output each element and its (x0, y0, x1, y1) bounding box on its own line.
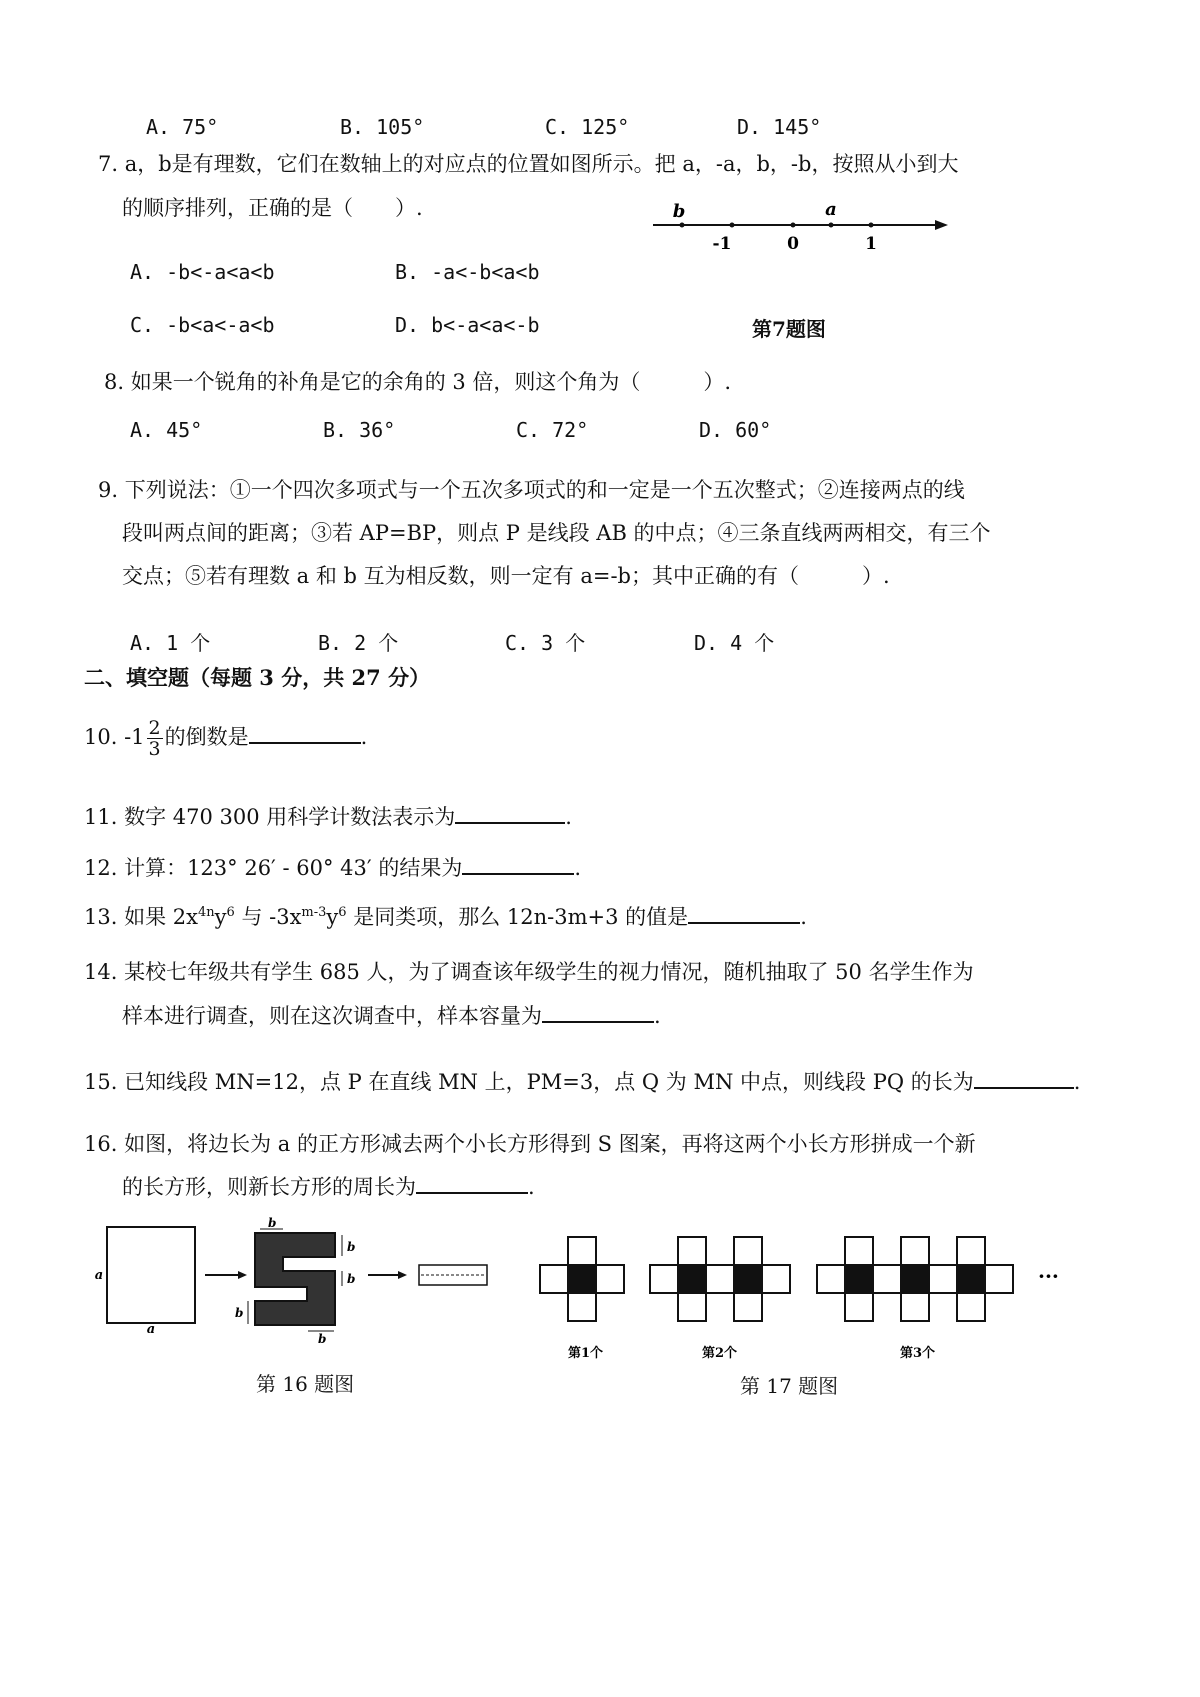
q10-end: . (360, 725, 368, 749)
q10 (84, 718, 367, 759)
pattern-3-bottom-cell (901, 1293, 929, 1321)
q13-sup2: 6 (226, 905, 235, 920)
q9-text-line2: 段叫两点间的距离；③若 AP=BP，则点 P 是线段 AB 的中点；④三条直线两两相交，有三个 (122, 521, 991, 545)
q16-answer-blank[interactable] (416, 1172, 528, 1194)
pattern-2-bottom-cell (678, 1293, 706, 1321)
q16-figure (90, 1215, 510, 1345)
pattern-3-black-cell (957, 1265, 985, 1293)
pattern-1-bottom-cell (568, 1293, 596, 1321)
s-shape (255, 1233, 335, 1325)
pattern-3-top-cell (845, 1237, 873, 1265)
point-a (829, 223, 834, 228)
label-a-side: a (94, 1268, 104, 1283)
q16-text-line2: 的长方形，则新长方形的周长为 (122, 1175, 416, 1199)
q16-figure-caption: 第 16 题图 (256, 1372, 355, 1396)
q17-pattern-group (540, 1237, 1013, 1321)
q17-label-1: 第1个 (568, 1346, 604, 1361)
q9-option-c: C. 3 个 (505, 631, 586, 655)
pattern-3-link-cell (873, 1265, 901, 1293)
q17-ellipsis: ··· (1038, 1264, 1059, 1288)
q16-end: . (528, 1175, 535, 1199)
pattern-3-black-cell (901, 1265, 929, 1293)
pattern-3-link-cell (985, 1265, 1013, 1293)
q13 (84, 901, 807, 931)
q11-text: 11. 数字 470 300 用科学计数法表示为 (84, 805, 456, 829)
q10-frac-num: 2 (148, 717, 161, 739)
q8-option-a: A. 45° (130, 418, 203, 442)
q6-option-b: B. 105° (340, 115, 425, 139)
q17-label-2: 第2个 (702, 1346, 738, 1361)
pattern-2-left-cell (650, 1265, 678, 1293)
pattern-2-link-cell (762, 1265, 790, 1293)
q7-option-d: D. b<-a<a<-b (395, 313, 540, 337)
pattern-3-top-cell (901, 1237, 929, 1265)
pattern-2-link-cell (706, 1265, 734, 1293)
pattern-3-link-cell (929, 1265, 957, 1293)
q9-text-line3: 交点；⑤若有理数 a 和 b 互为相反数，则一定有 a=-b；其中正确的有（ ）. (122, 564, 890, 588)
pattern-3-black-cell (845, 1265, 873, 1293)
pattern-3-left-cell (817, 1265, 845, 1293)
q8-option-d: D. 60° (699, 418, 772, 442)
q6-option-a: A. 75° (146, 115, 219, 139)
q6-option-c: C. 125° (545, 115, 630, 139)
q14-end: . (654, 1004, 661, 1028)
q10-suffix: 的倒数是 (164, 725, 249, 749)
q10-fraction (147, 718, 163, 759)
q6-option-d: D. 145° (737, 115, 822, 139)
q7-number-line (645, 195, 965, 255)
q14-text-line2: 样本进行调查，则在这次调查中，样本容量为 (122, 1004, 542, 1028)
q13-part5: 是同类项，那么 12n-3m+3 的值是 (346, 905, 689, 929)
q11-answer-blank[interactable] (455, 802, 565, 824)
q7-text-line1: 7. a，b是有理数，它们在数轴上的对应点的位置如图所示。把 a，-a，b，-b，按照从小到大 (98, 152, 959, 176)
q13-sup1: 4n (197, 905, 215, 920)
q12 (84, 852, 581, 882)
label-b-bottom: b (318, 1332, 327, 1345)
pattern-1-black-cell (568, 1265, 596, 1293)
q17-figure-caption: 第 17 题图 (740, 1374, 839, 1398)
q9-option-d: D. 4 个 (694, 631, 775, 655)
q8-option-c: C. 72° (516, 418, 589, 442)
q16-text-line1: 16. 如图，将边长为 a 的正方形减去两个小长方形得到 S 图案，再将这两个小长方形拼成一个新 (84, 1132, 976, 1156)
q10-frac-den: 3 (148, 738, 161, 760)
square-shape (107, 1227, 195, 1323)
q13-part1: 13. 如果 2x (84, 905, 198, 929)
q15-end: . (1073, 1070, 1081, 1094)
q14-line2 (122, 1000, 661, 1030)
q11 (84, 801, 572, 831)
pattern-3-bottom-cell (957, 1293, 985, 1321)
tick-1: 1 (865, 234, 877, 254)
q13-sup4: 6 (338, 905, 347, 920)
q10-answer-blank[interactable] (249, 722, 361, 744)
q8-option-b: B. 36° (323, 418, 396, 442)
q9-text-line1: 9. 下列说法：①一个四次多项式与一个五次多项式的和一定是一个五次整式；②连接两点的线 (98, 478, 965, 502)
q11-end: . (565, 805, 572, 829)
q14-answer-blank[interactable] (542, 1001, 654, 1023)
pattern-2-top-cell (734, 1237, 762, 1265)
q9-option-b: B. 2 个 (318, 631, 399, 655)
q7-option-a: A. -b<-a<a<b (130, 260, 275, 284)
label-b-right2: b (347, 1272, 356, 1286)
pattern-2-bottom-cell (734, 1293, 762, 1321)
pattern-2-black-cell (734, 1265, 762, 1293)
q16-line2 (122, 1171, 535, 1201)
label-a: a (825, 199, 837, 220)
q7-option-b: B. -a<-b<a<b (395, 260, 540, 284)
label-b: b (672, 201, 686, 222)
q17-label-3: 第3个 (900, 1346, 936, 1361)
label-b-left: b (235, 1306, 244, 1320)
q8-text: 8. 如果一个锐角的补角是它的余角的 3 倍，则这个角为（ ）. (104, 370, 732, 394)
tick-minus1: -1 (712, 234, 732, 254)
q9-option-a: A. 1 个 (130, 631, 211, 655)
pattern-3-bottom-cell (845, 1293, 873, 1321)
q14-text-line1: 14. 某校七年级共有学生 685 人，为了调查该年级学生的视力情况，随机抽取了 50 名学生作为 (84, 960, 974, 984)
pattern-1-left-cell (540, 1265, 568, 1293)
q12-answer-blank[interactable] (462, 853, 574, 875)
q15-answer-blank[interactable] (974, 1067, 1074, 1089)
q7-text-line2: 的顺序排列，正确的是（ ）. (122, 196, 423, 220)
q13-sup3: m-3 (301, 905, 327, 920)
q15 (84, 1066, 1080, 1096)
q12-text: 12. 计算：123° 26′ - 60° 43′ 的结果为 (84, 856, 463, 880)
q7-figure-caption: 第7题图 (752, 317, 826, 341)
pattern-2-black-cell (678, 1265, 706, 1293)
label-a-bottom: a (146, 1322, 156, 1337)
q13-part3: 与 -3x (234, 905, 302, 929)
q10-prefix: 10. -1 (84, 725, 145, 749)
q13-answer-blank[interactable] (688, 902, 800, 924)
pattern-3-top-cell (957, 1237, 985, 1265)
q12-end: . (574, 856, 582, 880)
section-title: 二、填空题（每题 3 分，共 27 分） (84, 665, 431, 690)
q13-part2: y (214, 905, 227, 929)
pattern-2-top-cell (678, 1237, 706, 1265)
q7-option-c: C. -b<a<-a<b (130, 313, 275, 337)
q15-text: 15. 已知线段 MN=12，点 P 在直线 MN 上，PM=3，点 Q 为 MN 中点，则线段 PQ 的长为 (84, 1070, 974, 1094)
q13-end: . (800, 905, 807, 929)
point-b (680, 223, 685, 228)
q17-figure (530, 1225, 1075, 1365)
pattern-1-link-cell (596, 1265, 624, 1293)
tick-0: 0 (787, 234, 799, 254)
label-b-right1: b (347, 1240, 356, 1254)
pattern-1-top-cell (568, 1237, 596, 1265)
q13-part4: y (326, 905, 339, 929)
label-b-top: b (268, 1216, 277, 1230)
